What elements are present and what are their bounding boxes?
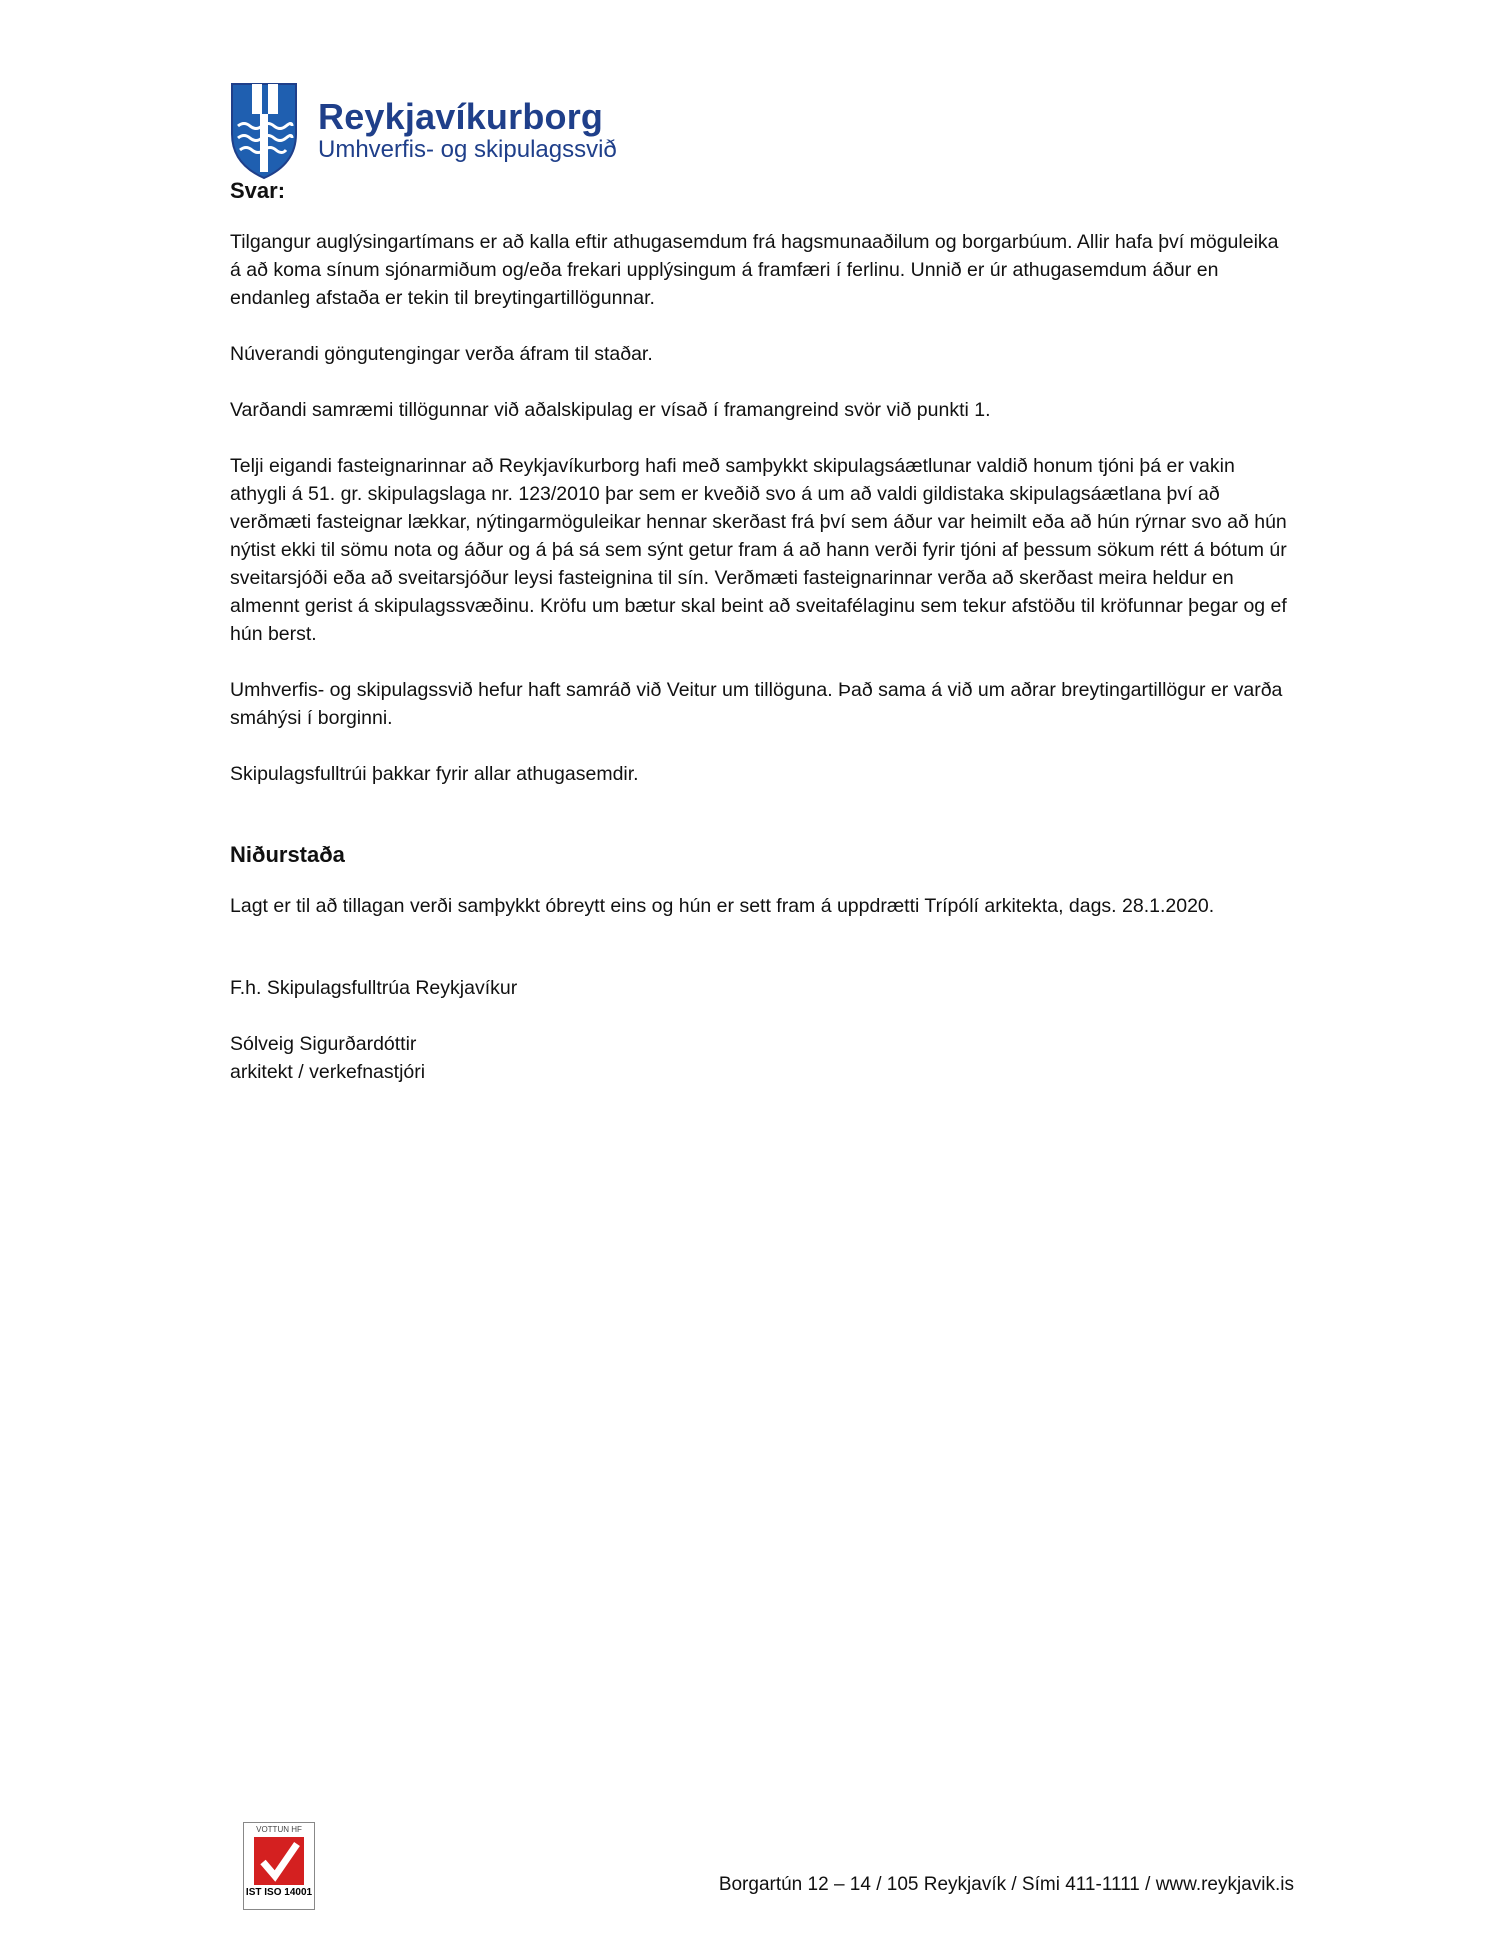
cert-bottom-label: IST ISO 14001 — [245, 1887, 313, 1898]
paragraph-thanks: Skipulagsfulltrúi þakkar fyrir allar athugasemdir. — [230, 763, 639, 785]
letter-body — [230, 178, 1290, 1086]
signoff-title: arkitekt / verkefnastjóri — [230, 1061, 426, 1083]
checkmark-icon — [253, 1836, 305, 1886]
signoff-name: Sólveig Sigurðardóttir — [230, 1033, 417, 1055]
paragraph-veitur: Umhverfis- og skipulagssvið hefur haft samráð við Veitur um tillöguna. Það sama á við um aðrar breytingartillögur er varða smáhýsi í borginni. — [230, 679, 1283, 729]
paragraph-compensation: Telji eigandi fasteignarinnar að Reykjavíkurborg hafi með samþykkt skipulagsáætlunar valdið honum tjóni þá er vakin athygli á 51. gr. skipulagslaga nr. 123/2010 þar sem er kveðið svo á um að valdi gildistaka skipulagsáætlana því að verðmæti fasteignar lækkar, nýtingarmöguleikar hennar skerðast frá því sem áður var heimilt eða að hún rýrnar svo að hún nýtist ekki til sömu nota og áður og á þá sá sem sýnt getur fram á að hann verði fyrir tjóni af þessum sökum rétt á bótum úr sveitarsjóði eða að sveitarsjóður leysi fasteignina til sín. Verðmæti fasteignarinnar verða að skerðast meira heldur en almennt gerist á skipulagssvæðinu. Kröfu um bætur skal beint að sveitafélaginu sem tekur afstöðu til kröfunnar þegar og ef hún berst. — [230, 455, 1287, 645]
city-logo — [230, 82, 630, 182]
nidurstada-heading: Niðurstaða — [230, 842, 345, 867]
svar-heading: Svar: — [230, 178, 286, 203]
paragraph-purpose: Tilgangur auglýsingartímans er að kalla eftir athugasemdum frá hagsmunaaðilum og borgarbúum. Allir hafa því möguleika á að koma sínum sjónarmiðum og/eða frekari upplýsingum á framfæri í ferlinu. Unnið er úr athugasemdum áður en endanleg afstaða er tekin til breytingartillögunnar. — [230, 231, 1279, 309]
footer-contact: Borgartún 12 – 14 / 105 Reykjavík / Sími 411-1111 / www.reykjavik.is — [718, 1874, 1294, 1895]
reykjavik-shield-icon — [230, 82, 298, 180]
cert-top-label: VOTTUN HF — [256, 1825, 302, 1834]
department-name: Umhverfis- og skipulagssvið — [318, 136, 617, 163]
org-name: Reykjavíkurborg — [318, 96, 604, 137]
paragraph-walkways: Núverandi göngutengingar verða áfram til staðar. — [230, 343, 653, 365]
paragraph-master-plan: Varðandi samræmi tillögunnar við aðalskipulag er vísað í framangreind svör við punkti 1. — [230, 399, 991, 421]
nidurstada-text: Lagt er til að tillagan verði samþykkt óbreytt eins og hún er sett fram á uppdrætti Trípólí arkitekta, dags. 28.1.2020. — [230, 895, 1215, 917]
signoff-behalf: F.h. Skipulagsfulltrúa Reykjavíkur — [230, 977, 518, 999]
iso-certification-badge — [243, 1822, 315, 1910]
